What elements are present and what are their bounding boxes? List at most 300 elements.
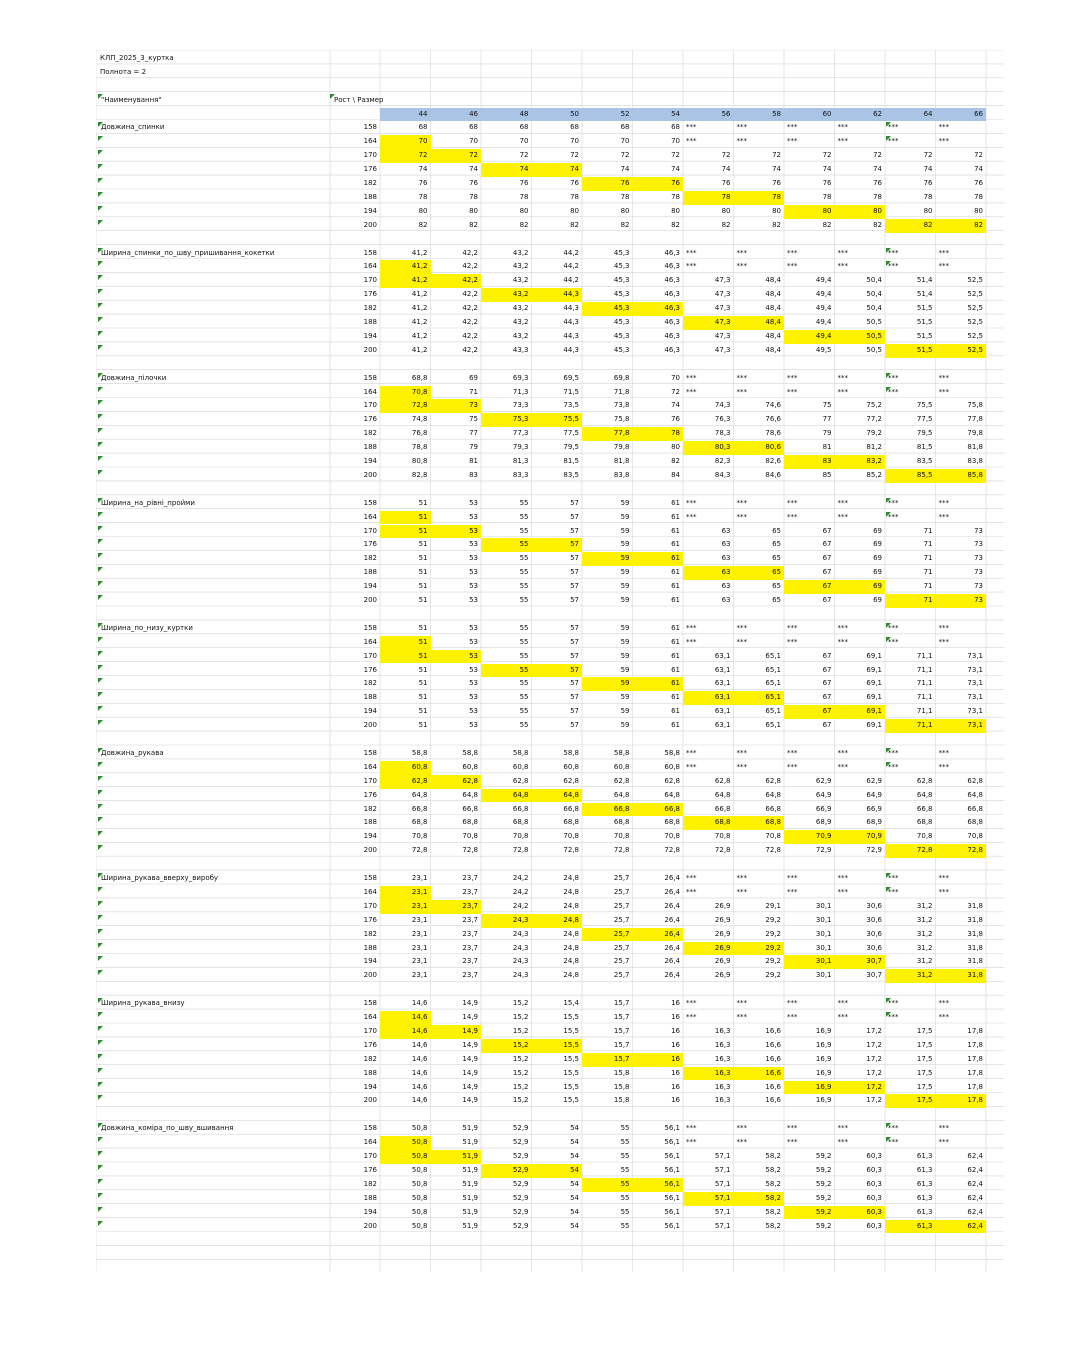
value-cell[interactable]: 49,4 <box>815 290 832 299</box>
value-cell[interactable]: 16,9 <box>784 1081 835 1095</box>
value-cell[interactable]: 17,8 <box>967 1054 983 1063</box>
value-cell[interactable]: 16,6 <box>765 1040 781 1049</box>
value-cell[interactable]: 14,9 <box>462 1013 478 1021</box>
value-cell[interactable]: 67 <box>822 554 832 563</box>
value-cell[interactable]: 24,8 <box>532 914 583 928</box>
value-cell[interactable]: 61,3 <box>916 1207 933 1216</box>
value-cell[interactable]: 75,8 <box>613 415 630 424</box>
value-cell[interactable]: 54 <box>570 1124 579 1133</box>
value-cell[interactable]: 73,1 <box>936 719 987 733</box>
value-cell[interactable]: 46,3 <box>633 302 684 316</box>
value-cell[interactable]: 51 <box>418 568 428 577</box>
value-cell[interactable]: 51,9 <box>462 1207 478 1216</box>
value-cell[interactable]: 65 <box>772 582 781 591</box>
value-cell[interactable]: 69,5 <box>563 373 579 382</box>
value-cell[interactable]: 29,2 <box>765 971 781 980</box>
value-cell[interactable]: 69,1 <box>866 693 882 702</box>
value-cell[interactable]: 23,1 <box>411 915 428 924</box>
value-cell[interactable]: 43,3 <box>512 345 529 354</box>
value-cell[interactable]: 15,5 <box>563 1096 579 1105</box>
value-cell[interactable]: 16,3 <box>714 1082 731 1091</box>
value-cell[interactable]: 42,2 <box>462 331 478 340</box>
height-cell[interactable]: 182 <box>363 679 377 688</box>
value-cell[interactable]: 74 <box>532 163 583 177</box>
value-cell[interactable]: 57,1 <box>714 1207 731 1216</box>
unavailable-cell[interactable]: *** <box>938 262 949 271</box>
value-cell[interactable]: 73 <box>974 526 983 535</box>
value-cell[interactable]: 31,2 <box>916 929 933 938</box>
height-cell[interactable]: 158 <box>363 373 377 382</box>
value-cell[interactable]: 63,1 <box>714 707 731 716</box>
unavailable-cell[interactable]: *** <box>686 1013 697 1021</box>
value-cell[interactable]: 64,8 <box>714 790 731 799</box>
value-cell[interactable]: 44,3 <box>563 345 579 354</box>
value-cell[interactable]: 68 <box>671 123 680 132</box>
value-cell[interactable]: 24,8 <box>563 971 579 980</box>
unavailable-cell[interactable]: *** <box>736 637 747 646</box>
value-cell[interactable]: 57 <box>570 512 579 521</box>
value-cell[interactable]: 62,4 <box>967 1152 983 1160</box>
height-cell[interactable]: 170 <box>363 901 377 910</box>
value-cell[interactable]: 59 <box>620 540 630 549</box>
value-cell[interactable]: 61 <box>671 568 680 577</box>
height-cell[interactable]: 176 <box>363 665 377 674</box>
value-cell[interactable]: 74 <box>923 165 933 174</box>
value-cell[interactable]: 57 <box>570 707 579 716</box>
value-cell[interactable]: 75,5 <box>532 413 583 427</box>
value-cell[interactable]: 82 <box>671 457 680 465</box>
value-cell[interactable]: 16,9 <box>815 1026 832 1035</box>
measurement-name[interactable]: Ширина_спинки_по_шву_пришивання_кокетки <box>101 248 275 257</box>
value-cell[interactable]: 49,5 <box>815 345 832 354</box>
fullness-label[interactable]: Полнота = 2 <box>100 68 147 76</box>
unavailable-cell[interactable]: *** <box>837 999 848 1008</box>
value-cell[interactable]: 15,2 <box>481 1039 532 1053</box>
unavailable-cell[interactable]: *** <box>736 262 747 271</box>
value-cell[interactable]: 70,8 <box>411 832 428 841</box>
unavailable-cell[interactable]: *** <box>837 874 848 882</box>
value-cell[interactable]: 52,5 <box>967 276 983 285</box>
value-cell[interactable]: 53 <box>469 665 478 674</box>
value-cell[interactable]: 51,5 <box>916 331 933 340</box>
value-cell[interactable]: 15,2 <box>512 1096 529 1105</box>
value-cell[interactable]: 72,9 <box>866 846 882 855</box>
unavailable-cell[interactable]: *** <box>686 262 697 271</box>
value-cell[interactable]: 59 <box>620 568 630 577</box>
value-cell[interactable]: 70,8 <box>916 832 933 841</box>
height-cell[interactable]: 200 <box>363 220 377 229</box>
value-cell[interactable]: 55 <box>519 707 529 716</box>
value-cell[interactable]: 57 <box>570 582 579 591</box>
value-cell[interactable]: 15,5 <box>563 1013 579 1021</box>
unavailable-cell[interactable]: *** <box>736 623 747 632</box>
height-cell[interactable]: 164 <box>363 637 377 646</box>
height-cell[interactable]: 194 <box>363 1082 377 1091</box>
value-cell[interactable]: 53 <box>469 512 478 521</box>
value-cell[interactable]: 66,9 <box>815 804 832 813</box>
value-cell[interactable]: 60,8 <box>462 762 478 771</box>
value-cell[interactable]: 57 <box>570 637 579 646</box>
value-cell[interactable]: 65,1 <box>765 651 781 660</box>
value-cell[interactable]: 74 <box>671 165 680 174</box>
value-cell[interactable]: 60,3 <box>866 1152 882 1160</box>
value-cell[interactable]: 61 <box>671 596 680 604</box>
value-cell[interactable]: 59,2 <box>815 1221 832 1230</box>
value-cell[interactable]: 76 <box>582 177 633 191</box>
value-cell[interactable]: 75,5 <box>916 401 933 410</box>
value-cell[interactable]: 23,7 <box>462 957 478 966</box>
value-cell[interactable]: 25,7 <box>613 887 630 896</box>
value-cell[interactable]: 14,6 <box>411 1068 428 1077</box>
height-cell[interactable]: 176 <box>363 540 377 549</box>
value-cell[interactable]: 30,6 <box>866 915 882 924</box>
value-cell[interactable]: 70,8 <box>462 832 478 841</box>
unavailable-cell[interactable]: *** <box>787 887 798 896</box>
value-cell[interactable]: 58,8 <box>613 748 630 757</box>
unavailable-cell[interactable]: *** <box>686 623 697 632</box>
value-cell[interactable]: 55 <box>519 526 529 535</box>
height-cell[interactable]: 188 <box>363 693 377 702</box>
unavailable-cell[interactable]: *** <box>787 874 798 882</box>
value-cell[interactable]: 71,1 <box>885 719 936 733</box>
height-cell[interactable]: 164 <box>363 1013 377 1021</box>
unavailable-cell[interactable]: *** <box>938 637 949 646</box>
height-cell[interactable]: 194 <box>363 457 377 465</box>
value-cell[interactable]: 17,2 <box>866 1026 882 1035</box>
value-cell[interactable]: 59 <box>620 637 630 646</box>
value-cell[interactable]: 51 <box>418 679 428 688</box>
value-cell[interactable]: 41,2 <box>411 318 428 326</box>
value-cell[interactable]: 31,2 <box>916 943 933 952</box>
unavailable-cell[interactable]: *** <box>938 623 949 632</box>
height-cell[interactable]: 200 <box>363 846 377 855</box>
value-cell[interactable]: 42,2 <box>462 262 478 271</box>
value-cell[interactable]: 42,2 <box>462 248 478 257</box>
value-cell[interactable]: 78 <box>633 427 684 441</box>
height-cell[interactable]: 176 <box>363 790 377 799</box>
value-cell[interactable]: 58,2 <box>765 1165 781 1174</box>
unavailable-cell[interactable]: *** <box>736 887 747 896</box>
value-cell[interactable]: 77,5 <box>916 415 933 424</box>
value-cell[interactable]: 55 <box>620 1152 630 1160</box>
unavailable-cell[interactable]: *** <box>686 137 697 146</box>
value-cell[interactable]: 58,2 <box>765 1221 781 1230</box>
unavailable-cell[interactable]: *** <box>938 999 949 1008</box>
value-cell[interactable]: 15,5 <box>563 1026 579 1035</box>
value-cell[interactable]: 23,7 <box>431 900 482 914</box>
value-cell[interactable]: 56,1 <box>664 1221 680 1230</box>
value-cell[interactable]: 85,5 <box>885 469 936 483</box>
height-cell[interactable]: 164 <box>363 887 377 896</box>
value-cell[interactable]: 76 <box>570 179 579 187</box>
value-cell[interactable]: 72 <box>873 151 882 160</box>
value-cell[interactable]: 61 <box>671 693 680 702</box>
value-cell[interactable]: 61 <box>671 512 680 521</box>
value-cell[interactable]: 53 <box>469 498 478 507</box>
value-cell[interactable]: 50,4 <box>866 276 882 285</box>
value-cell[interactable]: 26,4 <box>664 957 680 966</box>
value-cell[interactable]: 68 <box>519 123 529 132</box>
value-cell[interactable]: 82,3 <box>714 457 731 465</box>
value-cell[interactable]: 29,2 <box>765 915 781 924</box>
value-cell[interactable]: 64,8 <box>765 790 781 799</box>
value-cell[interactable]: 58,2 <box>765 1152 781 1160</box>
unavailable-cell[interactable]: *** <box>686 123 697 132</box>
unavailable-cell[interactable]: *** <box>938 512 949 521</box>
value-cell[interactable]: 77,2 <box>866 415 882 424</box>
value-cell[interactable]: 79,5 <box>563 443 579 452</box>
unavailable-cell[interactable]: *** <box>938 748 949 757</box>
height-cell[interactable]: 200 <box>363 971 377 980</box>
value-cell[interactable]: 71,1 <box>916 693 933 702</box>
value-cell[interactable]: 16,9 <box>815 1040 832 1049</box>
value-cell[interactable]: 62,8 <box>512 776 529 785</box>
value-cell[interactable]: 79,8 <box>967 429 983 438</box>
value-cell[interactable]: 23,1 <box>380 900 431 914</box>
value-cell[interactable]: 29,1 <box>765 901 781 910</box>
height-cell[interactable]: 194 <box>363 206 377 215</box>
value-cell[interactable]: 52,5 <box>967 331 983 340</box>
value-cell[interactable]: 68,8 <box>664 818 680 827</box>
unavailable-cell[interactable]: *** <box>736 373 747 382</box>
value-cell[interactable]: 15,7 <box>582 1053 633 1067</box>
unavailable-cell[interactable]: *** <box>888 248 899 257</box>
value-cell[interactable]: 41,2 <box>411 290 428 299</box>
value-cell[interactable]: 57,1 <box>714 1221 731 1230</box>
value-cell[interactable]: 60,3 <box>866 1165 882 1174</box>
unavailable-cell[interactable]: *** <box>938 387 949 396</box>
value-cell[interactable]: 80 <box>772 206 781 215</box>
value-cell[interactable]: 49,4 <box>815 276 832 285</box>
value-cell[interactable]: 51 <box>418 582 428 591</box>
value-cell[interactable]: 15,5 <box>563 1082 579 1091</box>
value-cell[interactable]: 72 <box>380 149 431 163</box>
value-cell[interactable]: 47,3 <box>714 290 731 299</box>
value-cell[interactable]: 15,4 <box>563 999 579 1008</box>
value-cell[interactable]: 51,9 <box>462 1193 478 1202</box>
unavailable-cell[interactable]: *** <box>938 762 949 771</box>
height-cell[interactable]: 194 <box>363 707 377 716</box>
value-cell[interactable]: 72,8 <box>512 846 529 855</box>
value-cell[interactable]: 78 <box>620 192 630 201</box>
height-cell[interactable]: 182 <box>363 929 377 938</box>
unavailable-cell[interactable]: *** <box>837 373 848 382</box>
value-cell[interactable]: 16,6 <box>765 1096 781 1105</box>
unavailable-cell[interactable]: *** <box>888 762 899 771</box>
value-cell[interactable]: 48,4 <box>765 290 781 299</box>
value-cell[interactable]: 17,8 <box>936 1094 987 1108</box>
value-cell[interactable]: 66,8 <box>563 804 579 813</box>
value-cell[interactable]: 25,7 <box>613 971 630 980</box>
height-cell[interactable]: 158 <box>363 1124 377 1133</box>
value-cell[interactable]: 72 <box>974 151 983 160</box>
value-cell[interactable]: 70,8 <box>967 832 983 841</box>
unavailable-cell[interactable]: *** <box>837 498 848 507</box>
name-header[interactable]: "Наименування" <box>101 96 162 104</box>
value-cell[interactable]: 63 <box>721 582 731 591</box>
value-cell[interactable]: 15,7 <box>613 1040 630 1049</box>
value-cell[interactable]: 73 <box>974 582 983 591</box>
value-cell[interactable]: 68,8 <box>411 818 428 827</box>
value-cell[interactable]: 72,8 <box>563 846 579 855</box>
value-cell[interactable]: 59 <box>582 552 633 566</box>
value-cell[interactable]: 14,6 <box>411 999 428 1008</box>
value-cell[interactable]: 83 <box>469 470 478 479</box>
value-cell[interactable]: 50,5 <box>866 345 882 354</box>
value-cell[interactable]: 67 <box>822 665 832 674</box>
value-cell[interactable]: 83,2 <box>835 455 886 469</box>
value-cell[interactable]: 85 <box>822 470 832 479</box>
value-cell[interactable]: 62,9 <box>866 776 882 785</box>
height-cell[interactable]: 182 <box>363 1054 377 1063</box>
value-cell[interactable]: 30,6 <box>866 901 882 910</box>
size-header-cell[interactable]: 52 <box>582 108 633 122</box>
value-cell[interactable]: 72 <box>671 151 680 160</box>
value-cell[interactable]: 57 <box>532 538 583 552</box>
unavailable-cell[interactable]: *** <box>787 512 798 521</box>
height-cell[interactable]: 158 <box>363 623 377 632</box>
unavailable-cell[interactable]: *** <box>888 137 899 146</box>
value-cell[interactable]: 70 <box>570 137 579 146</box>
value-cell[interactable]: 79 <box>469 443 478 452</box>
value-cell[interactable]: 14,9 <box>462 1054 478 1063</box>
growth-header[interactable]: Рост \ Размер <box>334 96 384 104</box>
height-cell[interactable]: 158 <box>363 498 377 507</box>
value-cell[interactable]: 46,3 <box>664 331 680 340</box>
value-cell[interactable]: 77,8 <box>967 415 983 424</box>
unavailable-cell[interactable]: *** <box>837 137 848 146</box>
value-cell[interactable]: 41,2 <box>380 274 431 288</box>
value-cell[interactable]: 41,2 <box>411 248 428 257</box>
value-cell[interactable]: 62,4 <box>967 1207 983 1216</box>
value-cell[interactable]: 48,4 <box>734 316 785 330</box>
unavailable-cell[interactable]: *** <box>736 1013 747 1021</box>
value-cell[interactable]: 68,8 <box>563 818 579 827</box>
value-cell[interactable]: 68,8 <box>512 818 529 827</box>
unavailable-cell[interactable]: *** <box>938 498 949 507</box>
value-cell[interactable]: 31,8 <box>936 969 987 983</box>
value-cell[interactable]: 55 <box>519 623 529 632</box>
value-cell[interactable]: 61,3 <box>885 1220 936 1234</box>
value-cell[interactable]: 58,2 <box>765 1179 781 1188</box>
value-cell[interactable]: 70,8 <box>765 832 781 841</box>
value-cell[interactable]: 62,8 <box>967 776 983 785</box>
value-cell[interactable]: 57,1 <box>683 1192 734 1206</box>
height-cell[interactable]: 176 <box>363 165 377 174</box>
value-cell[interactable]: 71 <box>923 554 933 563</box>
value-cell[interactable]: 53 <box>431 650 482 664</box>
value-cell[interactable]: 15,5 <box>532 1039 583 1053</box>
size-header-cell[interactable]: 48 <box>481 108 532 122</box>
value-cell[interactable]: 77,8 <box>582 427 633 441</box>
value-cell[interactable]: 17,2 <box>866 1068 882 1077</box>
value-cell[interactable]: 81,8 <box>613 457 630 465</box>
value-cell[interactable]: 24,2 <box>512 901 529 910</box>
value-cell[interactable]: 79,3 <box>512 443 529 452</box>
value-cell[interactable]: 68,9 <box>866 818 882 827</box>
size-header-cell[interactable]: 56 <box>683 108 734 122</box>
value-cell[interactable]: 74,8 <box>411 415 428 424</box>
value-cell[interactable]: 51,9 <box>462 1138 478 1147</box>
value-cell[interactable]: 44,3 <box>563 331 579 340</box>
value-cell[interactable]: 61 <box>671 582 680 591</box>
value-cell[interactable]: 47,3 <box>683 316 734 330</box>
value-cell[interactable]: 43,2 <box>512 262 529 271</box>
value-cell[interactable]: 57 <box>570 623 579 632</box>
value-cell[interactable]: 50,8 <box>411 1179 428 1188</box>
value-cell[interactable]: 55 <box>481 664 532 678</box>
value-cell[interactable]: 31,2 <box>916 915 933 924</box>
unavailable-cell[interactable]: *** <box>787 123 798 132</box>
unavailable-cell[interactable]: *** <box>837 1124 848 1133</box>
value-cell[interactable]: 24,2 <box>512 887 529 896</box>
value-cell[interactable]: 50,5 <box>835 330 886 344</box>
unavailable-cell[interactable]: *** <box>787 387 798 396</box>
value-cell[interactable]: 59 <box>620 707 630 716</box>
unavailable-cell[interactable]: *** <box>787 748 798 757</box>
value-cell[interactable]: 62,8 <box>613 776 630 785</box>
height-cell[interactable]: 194 <box>363 957 377 966</box>
value-cell[interactable]: 79,8 <box>613 443 630 452</box>
value-cell[interactable]: 78 <box>570 192 579 201</box>
value-cell[interactable]: 78 <box>519 192 529 201</box>
value-cell[interactable]: 24,8 <box>563 929 579 938</box>
unavailable-cell[interactable]: *** <box>888 1138 899 1147</box>
value-cell[interactable]: 78,8 <box>411 443 428 452</box>
value-cell[interactable]: 53 <box>469 707 478 716</box>
measurement-name[interactable]: Довжина_рукава <box>101 748 164 757</box>
value-cell[interactable]: 80 <box>974 206 983 215</box>
value-cell[interactable]: 15,2 <box>512 1026 529 1035</box>
height-cell[interactable]: 158 <box>363 248 377 257</box>
value-cell[interactable]: 50,8 <box>411 1193 428 1202</box>
value-cell[interactable]: 70 <box>380 135 431 149</box>
height-cell[interactable]: 188 <box>363 318 377 326</box>
value-cell[interactable]: 17,8 <box>967 1040 983 1049</box>
value-cell[interactable]: 66,8 <box>462 804 478 813</box>
height-cell[interactable]: 188 <box>363 818 377 827</box>
value-cell[interactable]: 57 <box>570 526 579 535</box>
value-cell[interactable]: 63,1 <box>714 665 731 674</box>
value-cell[interactable]: 46,3 <box>664 290 680 299</box>
value-cell[interactable]: 31,8 <box>967 929 983 938</box>
value-cell[interactable]: 51,9 <box>462 1165 478 1174</box>
value-cell[interactable]: 55 <box>620 1193 630 1202</box>
value-cell[interactable]: 51,4 <box>916 276 933 285</box>
value-cell[interactable]: 23,7 <box>462 971 478 980</box>
value-cell[interactable]: 80 <box>570 206 579 215</box>
height-cell[interactable]: 194 <box>363 331 377 340</box>
value-cell[interactable]: 23,1 <box>411 943 428 952</box>
unavailable-cell[interactable]: *** <box>938 874 949 882</box>
value-cell[interactable]: 31,8 <box>967 943 983 952</box>
value-cell[interactable]: 73,5 <box>563 401 579 410</box>
value-cell[interactable]: 68 <box>570 123 579 132</box>
value-cell[interactable]: 17,5 <box>916 1026 933 1035</box>
value-cell[interactable]: 16,3 <box>714 1026 731 1035</box>
unavailable-cell[interactable]: *** <box>736 387 747 396</box>
value-cell[interactable]: 73,1 <box>967 679 983 688</box>
value-cell[interactable]: 45,3 <box>613 248 630 257</box>
value-cell[interactable]: 73 <box>936 594 987 608</box>
value-cell[interactable]: 16,9 <box>815 1054 832 1063</box>
value-cell[interactable]: 48,4 <box>765 345 781 354</box>
value-cell[interactable]: 72,8 <box>936 844 987 858</box>
value-cell[interactable]: 55 <box>620 1165 630 1174</box>
value-cell[interactable]: 55 <box>519 568 529 577</box>
value-cell[interactable]: 51 <box>418 721 428 730</box>
value-cell[interactable]: 30,1 <box>815 929 832 938</box>
